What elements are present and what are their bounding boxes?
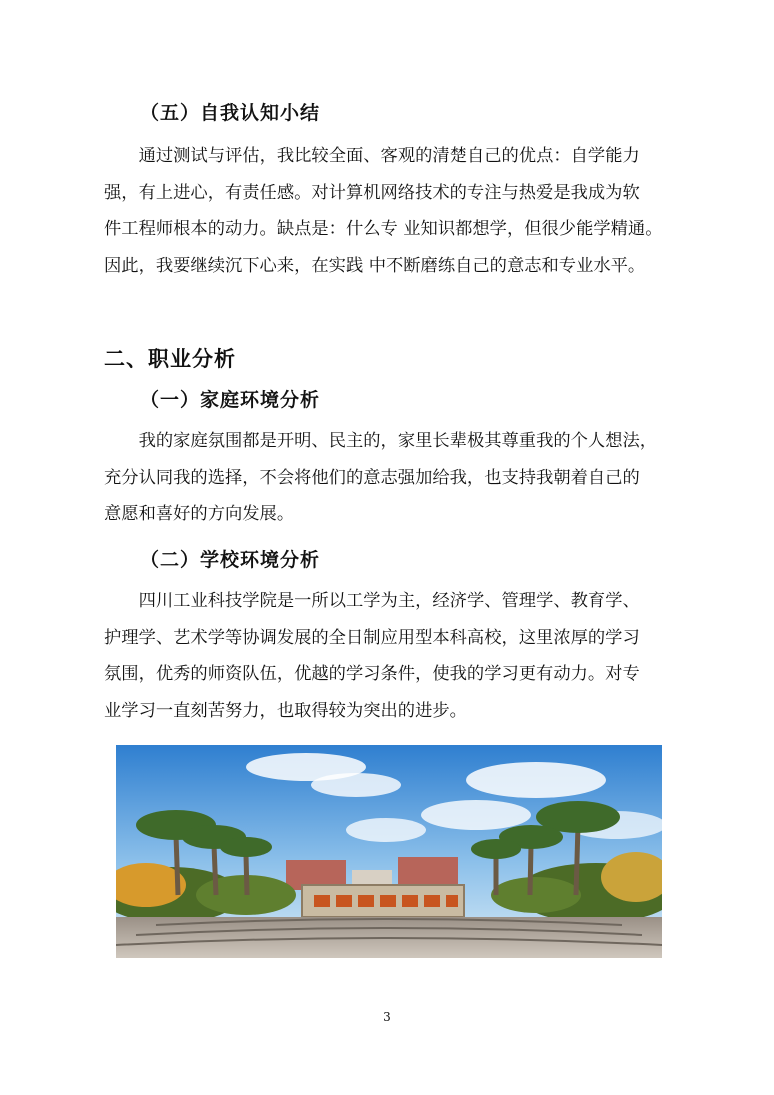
text-line: 强，有上进心，有责任感。对计算机网络技术的专注与热爱是我成为软 bbox=[104, 182, 640, 203]
section-heading-school: （二）学校环境分析 bbox=[140, 549, 321, 571]
text-line: 因此，我要继续沉下心来，在实践 中不断磨练自己的意志和专业水平。 bbox=[104, 255, 646, 276]
text-line: 业学习一直刻苦努力，也取得较为突出的进步。 bbox=[104, 700, 467, 721]
text-line: 充分认同我的选择，不会将他们的意志强加给我，也支持我朝着自己的 bbox=[104, 467, 640, 488]
section-heading-family: （一）家庭环境分析 bbox=[140, 389, 321, 411]
text-line: 通过测试与评估，我比较全面、客观的清楚自己的优点：自学能力 bbox=[138, 146, 640, 166]
page-number: 3 bbox=[383, 1010, 391, 1024]
paragraph-school bbox=[104, 583, 676, 729]
chapter-heading-career: 二、职业分析 bbox=[104, 346, 236, 371]
text-line: 件工程师根本的动力。缺点是：什么专 业知识都想学，但很少能学精通。 bbox=[104, 219, 663, 240]
paragraph-self-summary bbox=[104, 138, 676, 284]
text-line: 我的家庭氛围都是开明、民主的，家里长辈极其尊重我的个人想法， bbox=[138, 431, 658, 451]
text-line: 意愿和喜好的方向发展。 bbox=[104, 504, 295, 525]
text-line: 四川工业科技学院是一所以工学为主，经济学、管理学、教育学、 bbox=[138, 591, 640, 611]
section-heading-self-summary: （五）自我认知小结 bbox=[140, 102, 321, 124]
campus-gate-photo bbox=[116, 745, 662, 958]
text-line: 氛围，优秀的师资队伍，优越的学习条件，使我的学习更有动力。对专 bbox=[104, 664, 640, 685]
paragraph-family bbox=[104, 423, 676, 533]
text-line: 护理学、艺术学等协调发展的全日制应用型本科高校，这里浓厚的学习 bbox=[104, 627, 640, 648]
